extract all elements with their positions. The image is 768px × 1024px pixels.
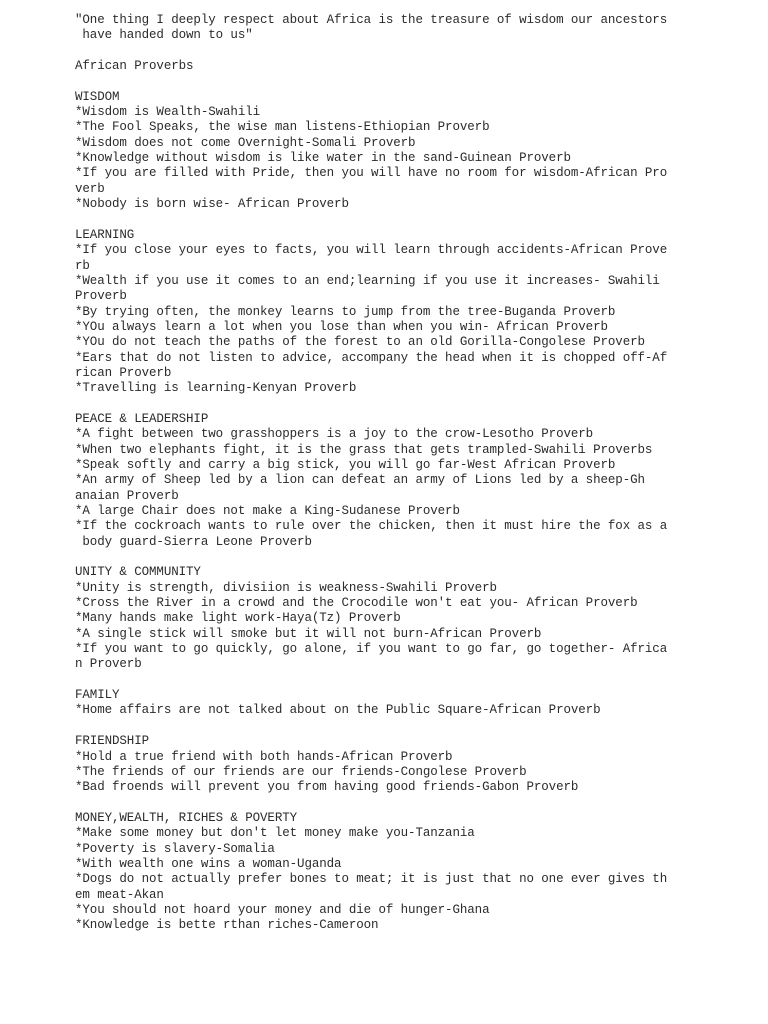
- text-line: *Wealth if you use it comes to an end;learning if you use it increases- Swahili: [75, 273, 660, 288]
- text-line: body guard-Sierra Leone Proverb: [75, 534, 312, 549]
- document-text: [75, 13, 755, 934]
- text-line: [75, 44, 755, 59]
- text-line: n Proverb: [75, 657, 142, 672]
- text-line: *Cross the River in a crowd and the Crocodile won't eat you- African Proverb: [75, 596, 638, 611]
- text-line: verb: [75, 181, 105, 196]
- text-line: [75, 397, 755, 412]
- text-line: em meat-Akan: [75, 887, 164, 902]
- text-line: [75, 719, 755, 734]
- text-line: *With wealth one wins a woman-Uganda: [75, 856, 342, 871]
- text-line: *If you close your eyes to facts, you will learn through accidents-African Prove: [75, 243, 668, 258]
- text-line: *The friends of our friends are our friends-Congolese Proverb: [75, 764, 527, 779]
- text-line: *A fight between two grasshoppers is a joy to the crow-Lesotho Proverb: [75, 427, 594, 442]
- text-line: "One thing I deeply respect about Africa is the treasure of wisdom our ancestors: [75, 13, 668, 27]
- text-line: *A large Chair does not make a King-Sudanese Proverb: [75, 504, 460, 518]
- text-line: *Many hands make light work-Haya(Tz) Proverb: [75, 611, 401, 626]
- text-line: Proverb: [75, 289, 127, 304]
- text-line: *If you want to go quickly, go alone, if you want to go far, go together- Africa: [75, 642, 668, 657]
- text-line: *Travelling is learning-Kenyan Proverb: [75, 381, 357, 396]
- text-line: UNITY & COMMUNITY: [75, 565, 201, 580]
- text-line: *The Fool Speaks, the wise man listens-Ethiopian Proverb: [75, 120, 490, 135]
- text-line: *Home affairs are not talked about on the Public Square-African Proverb: [75, 703, 601, 718]
- text-line: *You should not hoard your money and die of hunger-Ghana: [75, 902, 490, 917]
- text-line: *Poverty is slavery-Somalia: [75, 841, 275, 856]
- text-line: PEACE & LEADERSHIP: [75, 411, 209, 426]
- text-line: *YOu always learn a lot when you lose than when you win- African Proverb: [75, 319, 608, 334]
- text-line: *Dogs do not actually prefer bones to meat; it is just that no one ever gives th: [75, 872, 668, 887]
- text-line: MONEY,WEALTH, RICHES & POVERTY: [75, 810, 298, 825]
- text-line: [75, 212, 755, 227]
- text-line: [75, 550, 755, 565]
- text-line: African Proverbs: [75, 59, 194, 74]
- text-line: FRIENDSHIP: [75, 734, 150, 749]
- text-line: *YOu do not teach the paths of the forest to an old Gorilla-Congolese Proverb: [75, 335, 645, 350]
- text-line: FAMILY: [75, 688, 120, 703]
- text-line: have handed down to us": [75, 28, 253, 43]
- text-line: *If the cockroach wants to rule over the chicken, then it must hire the fox as a: [75, 519, 668, 534]
- text-line: *Knowledge is bette rthan riches-Cameroon: [75, 918, 379, 933]
- text-line: *Nobody is born wise- African Proverb: [75, 197, 349, 212]
- text-line: *Wisdom is Wealth-Swahili: [75, 105, 261, 120]
- text-line: *Bad froends will prevent you from having good friends-Gabon Proverb: [75, 780, 579, 795]
- text-line: [75, 673, 755, 688]
- text-line: *Wisdom does not come Overnight-Somali Proverb: [75, 135, 416, 150]
- text-line: *If you are filled with Pride, then you will have no room for wisdom-African Pro: [75, 166, 668, 181]
- text-line: *When two elephants fight, it is the grass that gets trampled-Swahili Proverbs: [75, 442, 653, 457]
- text-line: *Knowledge without wisdom is like water in the sand-Guinean Proverb: [75, 151, 571, 166]
- text-line: [75, 796, 755, 811]
- text-line: rican Proverb: [75, 365, 172, 380]
- text-line: *Hold a true friend with both hands-African Proverb: [75, 749, 453, 764]
- text-line: anaian Proverb: [75, 488, 179, 503]
- text-line: *By trying often, the monkey learns to jump from the tree-Buganda Proverb: [75, 304, 616, 319]
- text-line: *A single stick will smoke but it will not burn-African Proverb: [75, 626, 542, 641]
- text-line: *An army of Sheep led by a lion can defeat an army of Lions led by a sheep-Gh: [75, 473, 645, 488]
- text-line: *Unity is strength, divisiion is weakness-Swahili Proverb: [75, 580, 497, 595]
- text-line: WISDOM: [75, 89, 120, 104]
- text-line: rb: [75, 258, 90, 273]
- text-line: [75, 74, 755, 89]
- text-line: *Make some money but don't let money make you-Tanzania: [75, 826, 475, 841]
- text-line: LEARNING: [75, 227, 135, 242]
- text-line: *Ears that do not listen to advice, accompany the head when it is chopped off-Af: [75, 350, 668, 365]
- text-line: *Speak softly and carry a big stick, you will go far-West African Proverb: [75, 457, 616, 472]
